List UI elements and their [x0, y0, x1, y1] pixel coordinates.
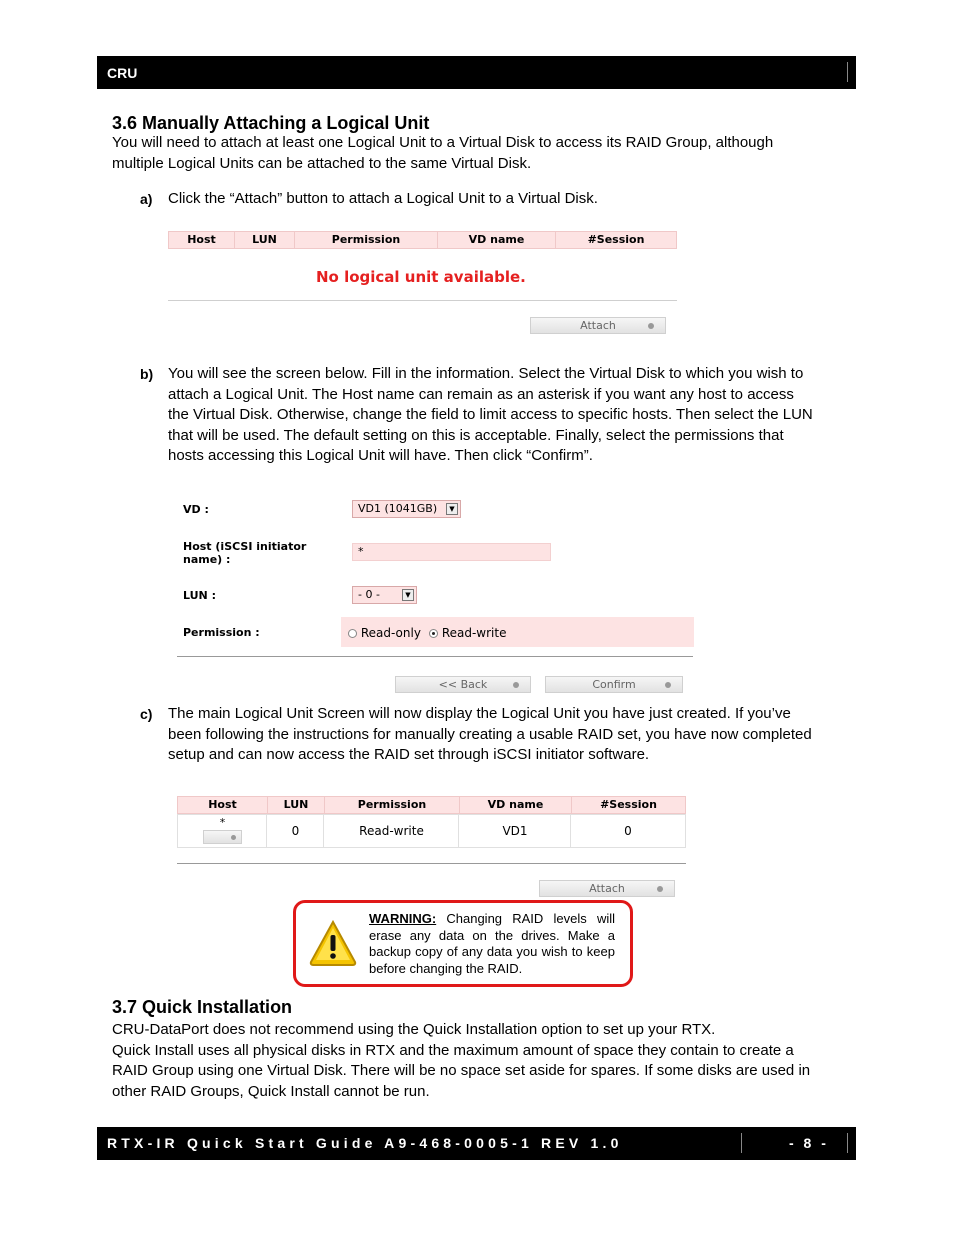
permission-row: [341, 617, 694, 647]
cell-session: 0: [624, 824, 632, 838]
host-label-line: Host (iSCSI initiator: [183, 540, 307, 553]
step-c-line: setup and can now access the RAID set through iSCSI initiator software.: [168, 746, 650, 763]
attach-button[interactable]: [539, 880, 675, 897]
host-input-value: *: [358, 545, 364, 558]
vd-label: VD :: [183, 503, 209, 516]
form-divider: [177, 656, 693, 657]
host-detail-button[interactable]: [203, 830, 242, 844]
section-3-7-text: [112, 1020, 852, 1102]
col-session: #Session: [555, 232, 676, 248]
col-permission: Permission: [324, 797, 459, 813]
step-c-text: [168, 704, 858, 766]
table-row: [177, 814, 686, 848]
back-button-label: << Back: [438, 678, 488, 691]
vd-select-value: VD1 (1041GB): [358, 502, 438, 515]
step-a-text: Click the “Attach” button to attach a Logical Unit to a Virtual Disk.: [168, 190, 598, 207]
footer-title: RTX-IR Quick Start Guide A9-468-0005-1 REV 1.0: [107, 1135, 623, 1151]
warning-body: Changing RAID levels will erase any data on the drives. Make a backup copy of any data you wish to keep before changing the RAID.: [369, 911, 615, 976]
confirm-button[interactable]: [545, 676, 683, 693]
attach-button-label: Attach: [580, 319, 616, 332]
col-vd-name: VD name: [459, 797, 571, 813]
section-3-7-line: Quick Install uses all physical disks in RTX and the maximum amount of space they contain to create a: [112, 1041, 794, 1059]
warning-icon: [308, 919, 358, 967]
radio-readwrite[interactable]: [429, 626, 506, 640]
lu-table-header: [177, 796, 686, 814]
col-lun: LUN: [234, 232, 294, 248]
col-host: Host: [208, 798, 237, 811]
radio-readonly[interactable]: [348, 626, 421, 640]
button-dot-icon: [231, 835, 236, 840]
page-footer: [97, 1127, 856, 1160]
vd-select[interactable]: [352, 500, 461, 518]
col-session: #Session: [571, 797, 685, 813]
table-divider: [168, 300, 677, 301]
intro-line: You will need to attach at least one Logical Unit to a Virtual Disk to access its RAID Group, although: [112, 134, 774, 151]
step-b-line: that will be used. The default setting on this is acceptable. Finally, select the permissions that: [168, 426, 784, 444]
section-3-7-line: RAID Group using one Virtual Disk. There will be no space set aside for spares. If some disks are used in: [112, 1062, 811, 1079]
back-button[interactable]: [395, 676, 531, 693]
warning-callout: [293, 900, 633, 987]
button-dot-icon: [665, 682, 671, 688]
col-vd-name: VD name: [437, 232, 555, 248]
empty-message: No logical unit available.: [316, 268, 526, 286]
col-permission: Permission: [294, 232, 437, 248]
cell-host: *: [219, 816, 226, 829]
attach-button[interactable]: [530, 317, 666, 334]
step-b-line: attach a Logical Unit. The Host name can remain as an asterisk if you want any host to access: [168, 385, 794, 403]
cell-vd-name: VD1: [502, 824, 528, 838]
step-c-label: c): [140, 706, 153, 722]
footer-divider: [741, 1133, 742, 1153]
step-b-label: b): [140, 366, 154, 382]
section-3-7-line: other RAID Groups, Quick Install cannot be run.: [112, 1082, 430, 1100]
confirm-button-label: Confirm: [592, 678, 636, 691]
brand-label: CRU: [107, 65, 138, 81]
radio-readwrite-label: Read-write: [441, 626, 507, 640]
table-divider: [177, 863, 686, 864]
warning-label: WARNING:: [369, 911, 437, 926]
permission-label: Permission :: [183, 626, 260, 639]
radio-readonly-icon: [348, 629, 357, 638]
button-dot-icon: [513, 682, 519, 688]
cell-lun: 0: [291, 824, 300, 838]
lu-table-header: [168, 231, 677, 249]
lun-label: LUN :: [183, 589, 216, 602]
page-number: - 8 -: [789, 1135, 829, 1151]
lun-select[interactable]: [352, 586, 417, 604]
button-dot-icon: [657, 886, 663, 892]
step-c-line: been following the instructions for manually creating a usable RAID set, you have now completed: [168, 725, 812, 743]
warning-text: [369, 911, 615, 977]
intro-line: multiple Logical Units can be attached to the same Virtual Disk.: [112, 154, 532, 172]
chevron-down-icon: ▼: [446, 503, 458, 515]
attach-button-label: Attach: [589, 882, 625, 895]
chevron-down-icon: ▼: [402, 589, 414, 601]
step-b-line: hosts accessing this Logical Unit will have. Then click “Confirm”.: [168, 447, 593, 464]
section-heading-3-7: 3.7 Quick Installation: [112, 997, 293, 1017]
page-header: [97, 56, 856, 89]
host-input[interactable]: [352, 543, 551, 561]
footer-divider: [847, 1133, 848, 1153]
step-c-line: The main Logical Unit Screen will now display the Logical Unit you have just created. If you’ve: [168, 705, 791, 722]
radio-readwrite-icon: [429, 629, 438, 638]
step-b-line: the Virtual Disk. Otherwise, change the field to limit access to specific hosts. Then select the LUN: [168, 406, 813, 423]
col-host: Host: [187, 233, 216, 246]
section-3-7-line: CRU-DataPort does not recommend using the Quick Installation option to set up your RTX.: [112, 1021, 716, 1038]
lun-select-value: - 0 -: [358, 588, 380, 601]
host-label-line: name) :: [183, 553, 231, 566]
step-b-text: [168, 364, 858, 467]
step-b-line: You will see the screen below. Fill in the information. Select the Virtual Disk to which you wish to: [168, 365, 804, 382]
col-lun: LUN: [267, 797, 324, 813]
cell-permission: Read-write: [359, 824, 424, 838]
radio-readonly-label: Read-only: [360, 626, 421, 640]
step-a-label: a): [140, 191, 153, 207]
button-dot-icon: [648, 323, 654, 329]
section-intro: [112, 133, 852, 174]
host-label: [183, 540, 306, 566]
header-divider: [847, 62, 848, 82]
section-heading-3-6: 3.6 Manually Attaching a Logical Unit: [112, 113, 430, 133]
